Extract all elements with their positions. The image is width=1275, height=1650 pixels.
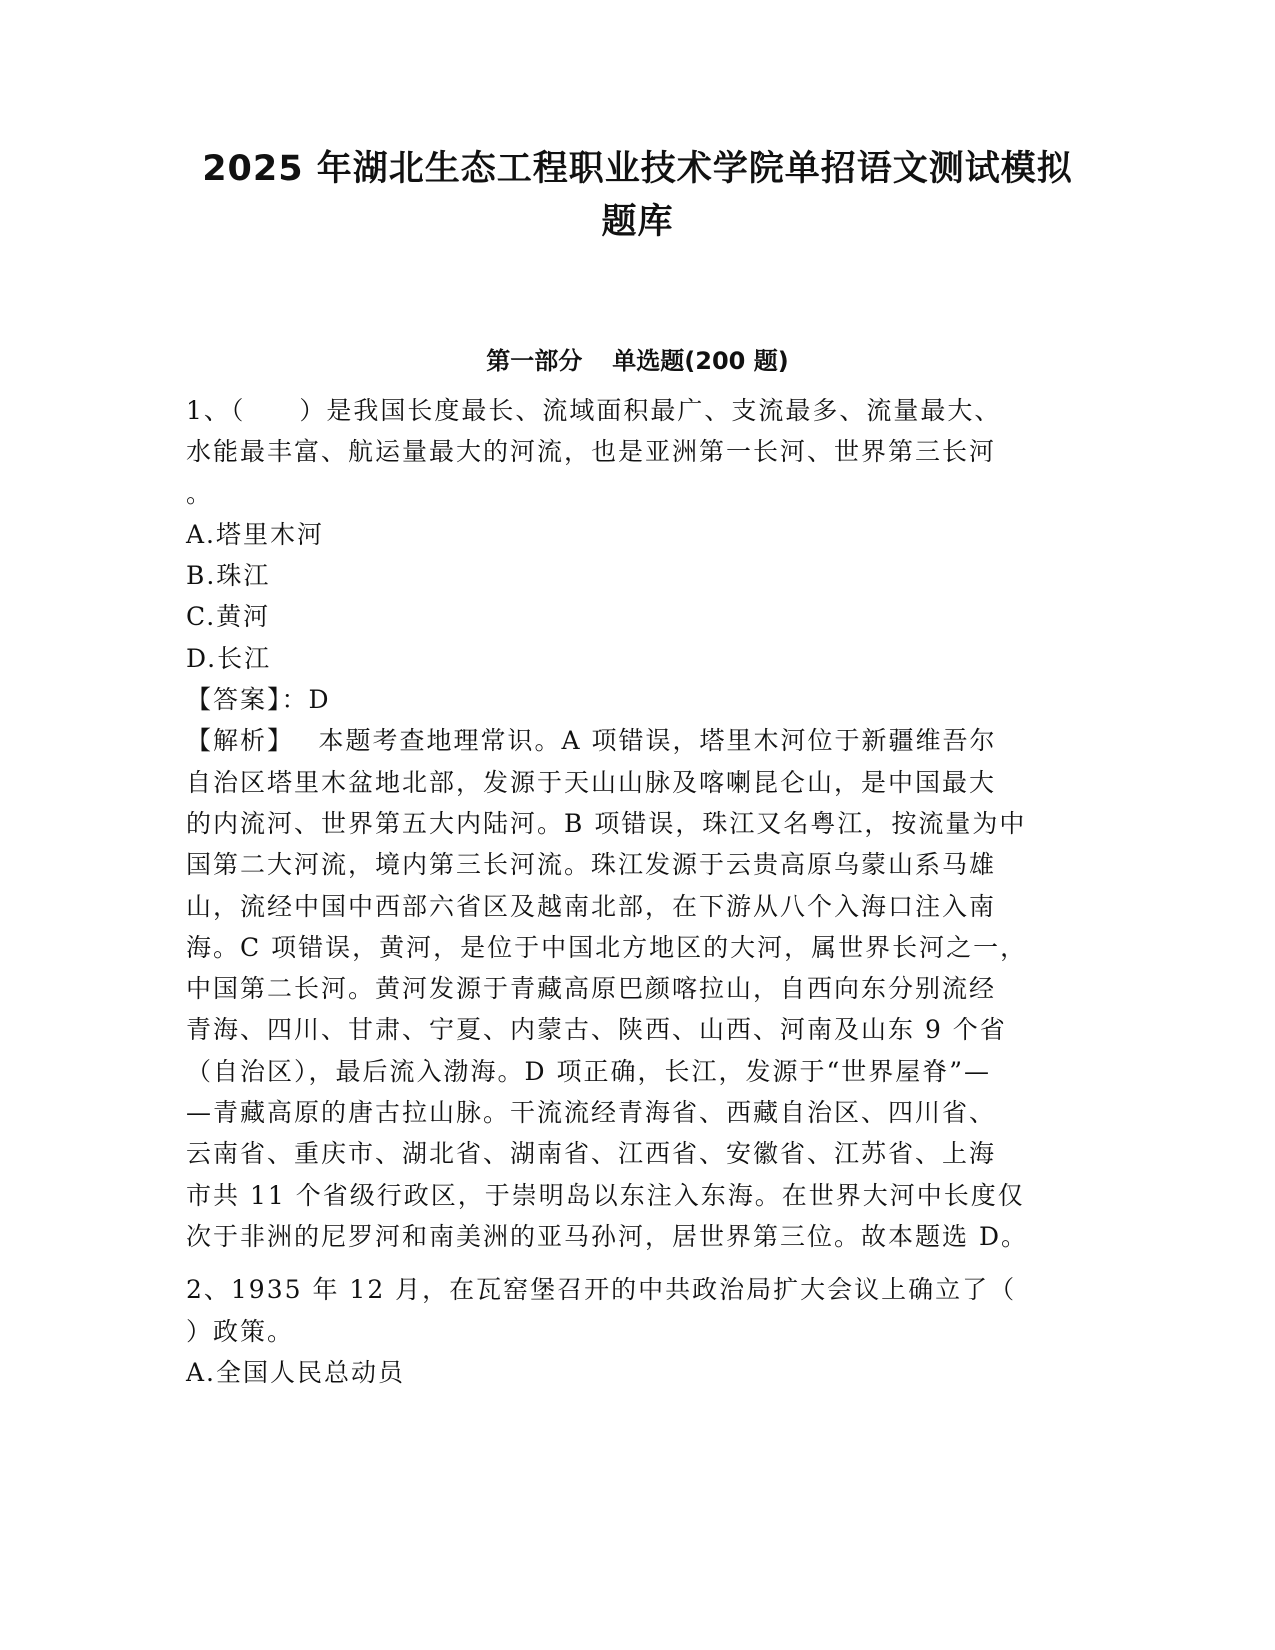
analysis-line: 的内流河、世界第五大内陆河。B 项错误，珠江又名粤江，按流量为中: [186, 808, 1027, 838]
question-2: [186, 1269, 1066, 1393]
analysis-line: 山，流经中国中西部六省区及越南北部，在下游从八个入海口注入南: [186, 891, 997, 921]
q1-option-a: A.塔里木河: [186, 519, 325, 549]
title-line-2: 题库: [601, 202, 674, 242]
q1-stem-line: 水能最丰富、航运量最大的河流，也是亚洲第一长河、世界第三长河: [186, 437, 997, 467]
analysis-line: 市共 11 个省级行政区，于崇明岛以东注入东海。在世界大河中长度仅: [186, 1180, 1025, 1210]
question-body: [186, 390, 1066, 1393]
q1-stem-line: 。: [186, 478, 214, 508]
q1-option-c: C.黄河: [186, 602, 271, 632]
analysis-line: 本题考查地理常识。A 项错误，塔里木河位于新疆维吾尔: [318, 726, 997, 756]
analysis-line: 次于非洲的尼罗河和南美洲的亚马孙河，居世界第三位。故本题选 D。: [186, 1221, 1028, 1251]
section-name: 单选题(200 题): [612, 347, 789, 375]
q1-analysis-first-line: [186, 720, 1066, 761]
analysis-line: 云南省、重庆市、湖北省、湖南省、江西省、安徽省、江苏省、上海: [186, 1139, 997, 1169]
question-1: [186, 390, 1066, 1257]
analysis-line: 国第二大河流，境内第三长河流。珠江发源于云贵高原乌蒙山系马雄: [186, 850, 997, 880]
section-part: 第一部分: [486, 347, 583, 375]
q2-option-a: A.全国人民总动员: [186, 1357, 406, 1387]
section-heading: [120, 344, 1155, 378]
q1-stem-line: 1、（ ）是我国长度最长、流域面积最广、支流最多、流量最大、: [186, 396, 1002, 425]
analysis-label: 【解析】: [186, 726, 282, 756]
q2-stem-line: ）政策。: [186, 1316, 295, 1346]
analysis-line: 海。C 项错误，黄河，是位于中国北方地区的大河，属世界长河之一，: [186, 932, 1028, 962]
analysis-line: 自治区塔里木盆地北部，发源于天山山脉及喀喇昆仑山，是中国最大: [186, 767, 997, 797]
q1-option-b: B.珠江: [186, 561, 271, 591]
analysis-line: （自治区），最后流入渤海。D 项正确，长江，发源于“世界屋脊”—: [186, 1056, 992, 1086]
q1-option-d: D.长江: [186, 643, 272, 673]
analysis-line: 青海、四川、甘肃、宁夏、内蒙古、陕西、山西、河南及山东 9 个省: [186, 1015, 1007, 1045]
analysis-line: 中国第二长河。黄河发源于青藏高原巴颜喀拉山，自西向东分别流经: [186, 974, 997, 1004]
document-title: [120, 143, 1155, 249]
q2-stem-line: 2、1935 年 12 月，在瓦窑堡召开的中共政治局扩大会议上确立了（: [186, 1275, 1017, 1305]
analysis-line: —青藏高原的唐古拉山脉。干流流经青海省、西藏自治区、四川省、: [186, 1098, 997, 1128]
q1-answer: 【答案】：D: [186, 685, 331, 715]
title-line-1: 2025 年湖北生态工程职业技术学院单招语文测试模拟: [202, 149, 1073, 189]
